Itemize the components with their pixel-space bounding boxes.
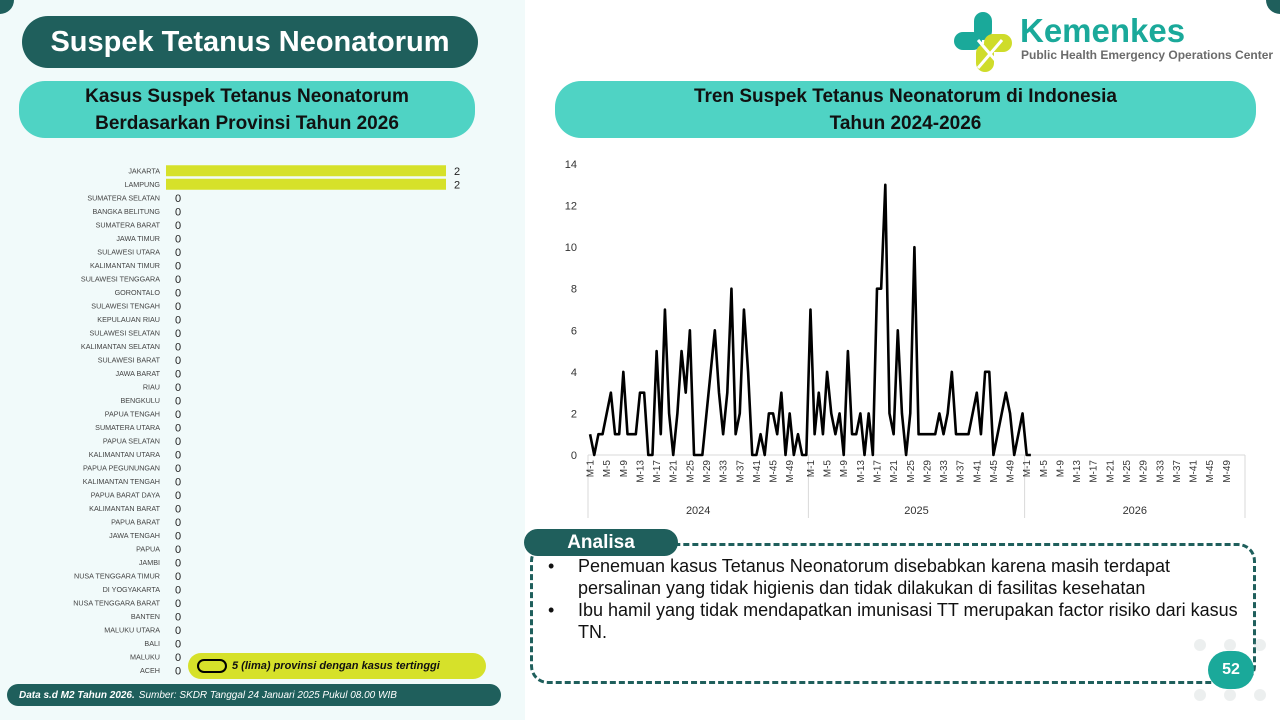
province-label: RIAU: [142, 382, 160, 392]
bar-value-label: 0: [175, 516, 182, 529]
x-tick-label: M-41: [1188, 460, 1200, 483]
province-label: GORONTALO: [114, 287, 160, 297]
x-tick-label: M-49: [1221, 460, 1233, 483]
x-tick-label: M-13: [1072, 460, 1084, 483]
x-tick-label: M-37: [955, 460, 967, 483]
bar-value-label: 0: [175, 395, 182, 408]
x-tick-label: M-45: [988, 460, 1000, 483]
x-tick-label: M-25: [905, 460, 917, 483]
bar-value-label: 0: [175, 584, 182, 597]
province-chart-heading: [19, 81, 475, 138]
x-tick-label: M-25: [1121, 460, 1133, 483]
bar-value-label: 0: [175, 665, 182, 678]
bar-value-label: 0: [175, 543, 182, 556]
x-tick-label: M-37: [1171, 460, 1183, 483]
bar-value-label: 0: [175, 557, 182, 570]
province-label: KALIMANTAN BARAT: [89, 503, 160, 513]
province-chart-heading-line2: Berdasarkan Provinsi Tahun 2026: [95, 112, 399, 134]
x-tick-label: M-33: [1155, 460, 1167, 483]
x-tick-label: M-17: [872, 460, 884, 483]
bar-value-label: 0: [175, 449, 182, 462]
bar-value-label: 0: [175, 354, 182, 367]
trend-line-chart: [540, 150, 1260, 525]
bar-value-label: 2: [454, 179, 461, 192]
province-label: PAPUA SELATAN: [102, 436, 160, 446]
bar-value-label: 0: [175, 287, 182, 300]
province-label: NUSA TENGGARA BARAT: [73, 598, 160, 608]
bar-value-label: 0: [175, 462, 182, 475]
province-label: MALUKU UTARA: [104, 625, 160, 635]
x-tick-label: M-13: [635, 460, 647, 483]
bar-value-label: 0: [175, 435, 182, 448]
province-label: PAPUA BARAT: [111, 517, 160, 527]
bar-value-label: 0: [175, 530, 182, 543]
bar-value-label: 0: [175, 597, 182, 610]
province-bar: [166, 179, 446, 190]
province-label: PAPUA BARAT DAYA: [90, 490, 160, 500]
province-label: KALIMANTAN UTARA: [88, 449, 160, 459]
province-label: PAPUA TENGAH: [104, 409, 160, 419]
x-tick-label: M-45: [1205, 460, 1217, 483]
x-tick-label: M-1: [585, 460, 597, 478]
province-label: KALIMANTAN TENGAH: [82, 476, 160, 486]
x-tick-label: M-41: [972, 460, 984, 483]
x-tick-label: M-5: [1038, 459, 1050, 478]
x-tick-label: M-9: [618, 460, 630, 478]
bar-value-label: 0: [175, 219, 182, 232]
analysis-label: Analisa: [524, 529, 678, 556]
bar-value-label: 0: [175, 341, 182, 354]
bar-value-label: 0: [175, 624, 182, 637]
bar-value-label: 0: [175, 206, 182, 219]
x-tick-label: M-25: [685, 460, 697, 483]
kemenkes-logo: [950, 10, 1274, 76]
page-number: 52: [1208, 651, 1254, 689]
trend-chart-heading-line1: Tren Suspek Tetanus Neonatorum di Indonesia: [693, 85, 1117, 107]
x-tick-label: M-33: [718, 460, 730, 483]
province-label: JAWA TIMUR: [116, 233, 160, 243]
bar-value-label: 0: [175, 638, 182, 651]
bar-value-label: 0: [175, 260, 182, 273]
province-label: KALIMANTAN SELATAN: [80, 341, 160, 351]
bar-value-label: 2: [454, 165, 461, 178]
bar-value-label: 0: [175, 503, 182, 516]
x-tick-label: M-45: [768, 460, 780, 483]
x-tick-label: M-49: [1005, 460, 1017, 483]
province-label: KEPULAUAN RIAU: [97, 314, 160, 324]
legend-swatch: [197, 659, 227, 673]
x-tick-label: M-29: [702, 460, 714, 483]
province-label: DI YOGYAKARTA: [102, 584, 160, 594]
bar-value-label: 0: [175, 489, 182, 502]
province-label: PAPUA PEGUNUNGAN: [83, 463, 160, 473]
footer-source: Sumber: SKDR Tanggal 24 Januari 2025 Pukul 08.00 WIB: [138, 689, 397, 701]
y-tick-label: 8: [570, 283, 577, 296]
x-tick-label: M-13: [855, 460, 867, 483]
logo-subtitle: Public Health Emergency Operations Center: [1021, 48, 1274, 62]
province-label: JAMBI: [138, 557, 160, 567]
bar-value-label: 0: [175, 611, 182, 624]
province-label: SUMATERA SELATAN: [87, 193, 160, 203]
x-tick-label: M-49: [785, 460, 797, 483]
province-label: SULAWESI TENGAH: [91, 301, 160, 311]
province-label: SUMATERA BARAT: [95, 220, 160, 230]
x-tick-label: M-5: [822, 460, 834, 478]
province-chart-heading-line1: Kasus Suspek Tetanus Neonatorum: [85, 85, 409, 107]
analysis-item: • Ibu hamil yang tidak mendapatkan imunisasi TT merupakan factor risiko dari kasus TN.: [548, 599, 1238, 643]
province-label: PAPUA: [136, 544, 160, 554]
province-label: SUMATERA UTARA: [95, 422, 160, 432]
source-footer: [7, 684, 501, 706]
analysis-list: [548, 555, 1238, 643]
bar-value-label: 0: [175, 422, 182, 435]
x-tick-label: M-41: [751, 460, 763, 483]
bar-value-label: 0: [175, 192, 182, 205]
y-tick-label: 2: [570, 408, 577, 421]
bar-value-label: 0: [175, 381, 182, 394]
x-tick-label: M-9: [1055, 460, 1067, 478]
bar-value-label: 0: [175, 651, 182, 664]
province-label: SULAWESI SELATAN: [89, 328, 160, 338]
province-bar: [166, 165, 446, 176]
bar-value-label: 0: [175, 327, 182, 340]
legend-text: 5 (lima) provinsi dengan kasus tertinggi: [232, 660, 440, 672]
province-label: SULAWESI TENGGARA: [80, 274, 160, 284]
kemenkes-logo-icon: [952, 10, 1016, 74]
x-tick-label: M-29: [922, 460, 934, 483]
logo-name: Kemenkes: [1020, 12, 1186, 49]
bar-value-label: 0: [175, 246, 182, 259]
province-label: LAMPUNG: [124, 179, 160, 189]
province-label: BALI: [144, 638, 160, 648]
bar-value-label: 0: [175, 368, 182, 381]
province-bar-chart: [0, 155, 520, 685]
page-title: Suspek Tetanus Neonatorum: [22, 16, 478, 68]
province-label: MALUKU: [130, 652, 160, 662]
legend-box: [188, 653, 486, 679]
bar-value-label: 0: [175, 233, 182, 246]
x-tick-label: M-37: [735, 460, 747, 483]
y-tick-label: 10: [564, 242, 577, 255]
bar-value-label: 0: [175, 300, 182, 313]
year-label: 2026: [1122, 505, 1148, 517]
year-label: 2025: [904, 505, 929, 517]
province-label: KALIMANTAN TIMUR: [89, 260, 160, 270]
x-tick-label: M-21: [1105, 460, 1117, 483]
province-label: JAKARTA: [128, 166, 160, 176]
x-tick-label: M-9: [839, 460, 851, 478]
y-tick-label: 6: [570, 325, 577, 338]
province-label: BANTEN: [130, 611, 160, 621]
y-tick-label: 0: [570, 450, 577, 462]
province-label: SULAWESI BARAT: [97, 355, 160, 365]
province-label: NUSA TENGGARA TIMUR: [74, 571, 160, 581]
analysis-item: • Penemuan kasus Tetanus Neonatorum disebabkan karena masih terdapat persalinan yang tidak higienis dan tidak dilakukan di fasilitas kesehatan: [548, 555, 1238, 599]
x-tick-label: M-5: [602, 460, 614, 478]
x-tick-label: M-17: [652, 460, 664, 483]
trend-chart-heading-line2: Tahun 2024-2026: [829, 112, 982, 134]
x-tick-label: M-21: [889, 460, 901, 483]
y-tick-label: 4: [570, 366, 577, 379]
province-label: JAWA BARAT: [115, 368, 160, 378]
bar-value-label: 0: [175, 408, 182, 421]
y-tick-label: 14: [564, 159, 577, 171]
x-tick-label: M-1: [1022, 460, 1034, 478]
bar-value-label: 0: [175, 570, 182, 583]
province-label: JAWA TENGAH: [109, 530, 160, 540]
x-tick-label: M-17: [1088, 460, 1100, 483]
footer-data-note: Data s.d M2 Tahun 2026.: [19, 689, 135, 701]
bar-value-label: 0: [175, 476, 182, 489]
bar-value-label: 0: [175, 273, 182, 286]
province-label: BANGKA BELITUNG: [92, 206, 160, 216]
trend-chart-heading: [555, 81, 1256, 138]
x-tick-label: M-33: [939, 460, 951, 483]
y-tick-label: 12: [564, 200, 577, 213]
x-tick-label: M-29: [1138, 460, 1150, 483]
series-line: [590, 185, 1031, 455]
bar-value-label: 0: [175, 314, 182, 327]
province-label: SULAWESI UTARA: [97, 247, 160, 257]
year-label: 2024: [685, 505, 711, 517]
province-label: ACEH: [140, 665, 160, 675]
province-label: BENGKULU: [120, 395, 160, 405]
x-tick-label: M-1: [805, 460, 817, 478]
x-tick-label: M-21: [668, 460, 680, 483]
